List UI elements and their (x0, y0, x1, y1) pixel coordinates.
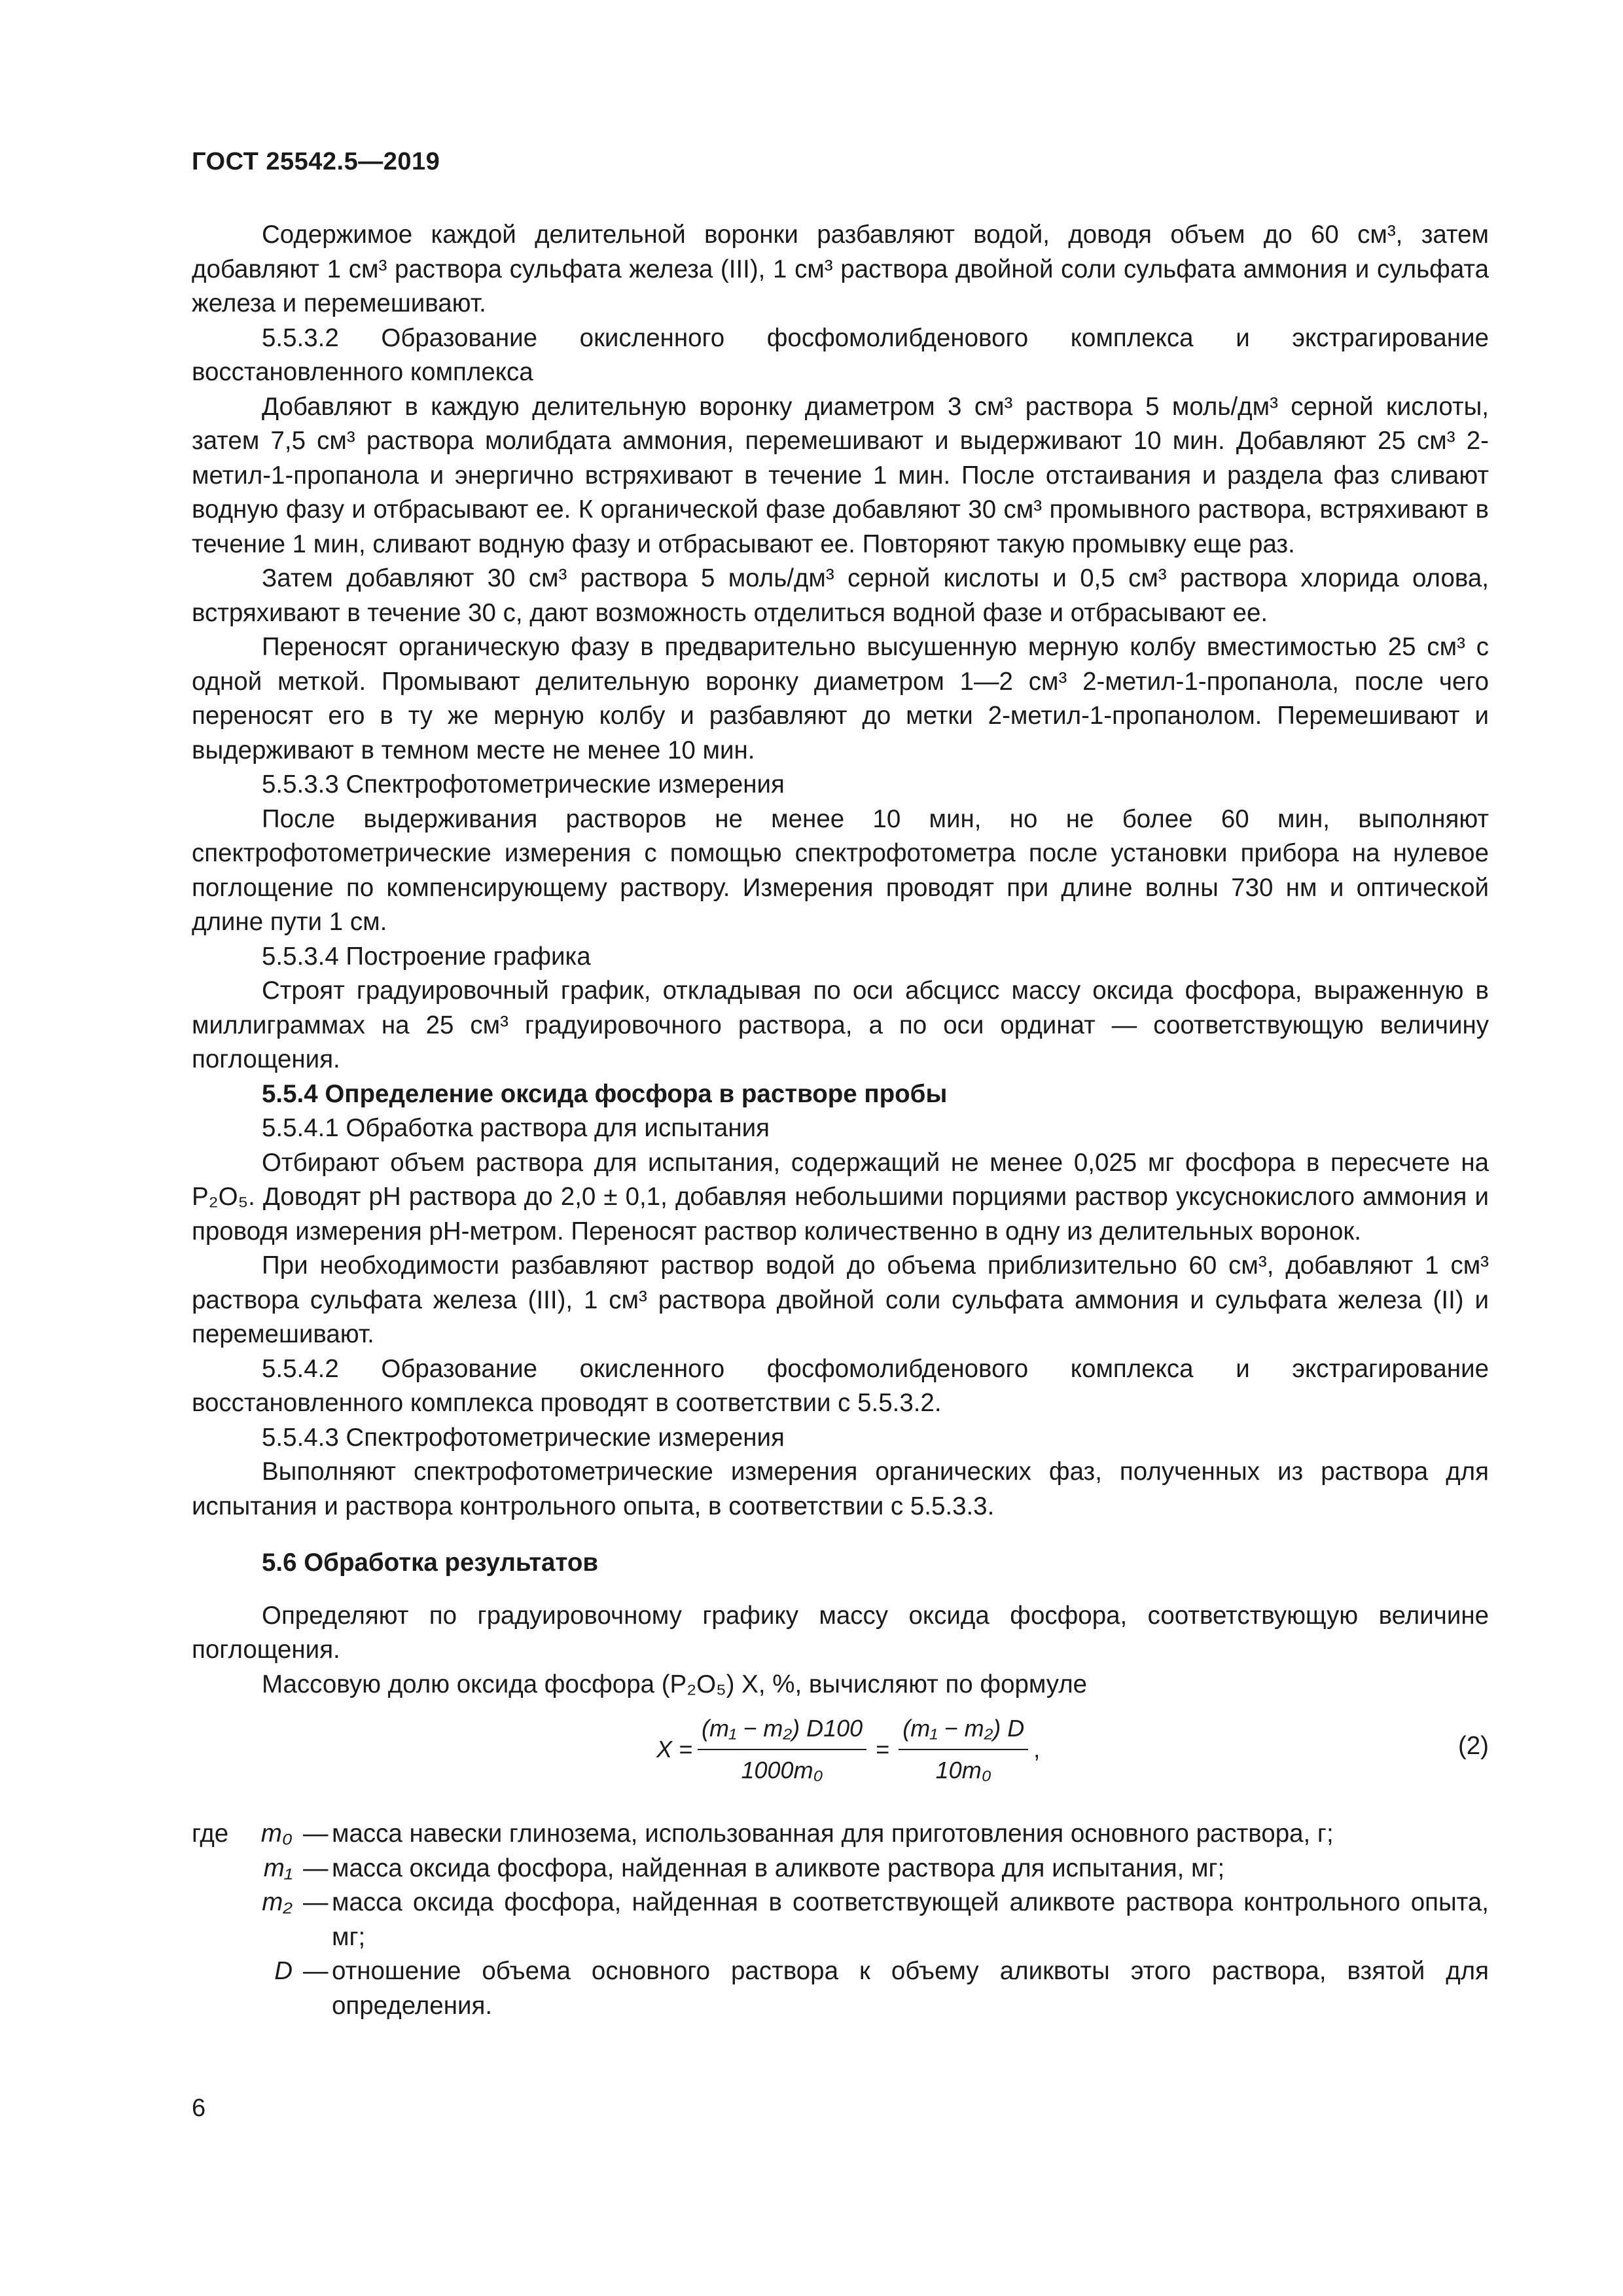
section-heading: 5.5.4 Определение оксида фосфора в растворе пробы (262, 1079, 948, 1108)
definition-row (192, 1852, 1489, 1886)
page-number: 6 (192, 2094, 206, 2122)
paragraph: Добавляют в каждую делительную воронку диаметром 3 см³ раствора 5 моль/дм³ серной кислоты, затем 7,5 см³ раствора молибдата аммония, перемешивают и выдерживают 10 мин. Добавляют 25 см³ 2-метил-1-пропанола и энергично встряхивают в течение 1 мин. После отстаивания и раздела фаз сливают водную фазу и отбрасывают ее. К органической фазе добавляют 30 см³ промывного раствора, встряхивают в течение 1 мин, сливают водную фазу и отбрасывают ее. Повторяют такую промывку еще раз. (192, 392, 1489, 558)
formula-comma: , (1033, 1735, 1041, 1763)
definition-text: отношение объема основного раствора к объему аликвоты этого раствора, взятой для определения. (332, 1957, 1489, 2020)
definition-text: масса оксида фосфора, найденная в соответствующей аликвоте раствора контрольного опыта, мг; (332, 1888, 1489, 1951)
paragraph: Массовую долю оксида фосфора (P₂O₅) X, %, вычисляют по формуле (262, 1670, 1088, 1698)
where-label: где (192, 1820, 229, 1848)
definition-text: масса оксида фосфора, найденная в аликвоте раствора для испытания, мг; (332, 1854, 1225, 1882)
paragraph: Содержимое каждой делительной воронки разбавляют водой, доводя объем до 60 см³, затем добавляют 1 см³ раствора сульфата железа (III), 1 см³ раствора двойной соли сульфата аммония и сульфата железа и перемешивают. (192, 221, 1489, 317)
paragraph: Строят градуировочный график, откладывая по оси абсцисс массу оксида фосфора, выраженную в миллиграммах на 25 см³ градуировочного раствора, а по оси ординат — соответствующую величину поглощения. (192, 977, 1489, 1073)
fraction-numerator: (m₁ − m₂) D100 (698, 1712, 866, 1751)
subsection-heading: 5.5.3.4 Построение графика (262, 942, 591, 971)
document-code-header: ГОСТ 25542.5—2019 (192, 148, 440, 175)
formula (656, 1713, 1040, 1785)
variable-definitions (192, 1817, 1489, 2023)
formula-lhs: X = (656, 1735, 693, 1763)
definition-symbol: m₀ (260, 1820, 293, 1848)
definition-symbol: m₁ (263, 1854, 293, 1882)
subsection-heading: 5.5.4.3 Спектрофотометрические измерения (262, 1423, 785, 1452)
fraction-numerator: (m₁ − m₂) D (899, 1712, 1028, 1751)
equation-number: (2) (1457, 1732, 1489, 1760)
definition-row (192, 1817, 1489, 1852)
paragraph: Затем добавляют 30 см³ раствора 5 моль/дм³ серной кислоты и 0,5 см³ раствора хлорида олова, встряхивают в течение 30 с, дают возможность отделиться водной фазе и отбрасывают ее. (192, 564, 1489, 627)
definition-symbol: m₂ (262, 1888, 293, 1916)
fraction (698, 1712, 866, 1788)
definition-row (192, 1954, 1489, 2023)
paragraph: При необходимости разбавляют раствор водой до объема приблизительно 60 см³, добавляют 1 см³ раствора сульфата железа (III), 1 см³ раствора двойной соли сульфата аммония и сульфата железа (II) и перемешивают. (192, 1251, 1489, 1348)
paragraph: 5.5.4.2 Образование окисленного фосфомолибденового комплекса и экстрагирование восстановленного комплекса проводят в соответствии с 5.5.3.2. (192, 1354, 1489, 1417)
formula-equals: = (876, 1735, 890, 1763)
paragraph: Переносят органическую фазу в предварительно высушенную мерную колбу вместимостью 25 см³ с одной меткой. Промывают делительную воронку диаметром 1—2 см³ 2-метил-1-пропанола, после чего переносят его в ту же мерную колбу и разбавляют до метки 2-метил-1-пропанолом. Перемешивают и выдерживают в темном месте не менее 10 мин. (192, 633, 1489, 764)
section-heading: 5.6 Обработка результатов (262, 1549, 598, 1577)
paragraph: Отбирают объем раствора для испытания, содержащий не менее 0,025 мг фосфора в пересчете на P₂O₅. Доводят pH раствора до 2,0 ± 0,1, добавляя небольшими порциями раствор уксуснокислого аммония и проводя измерения pH-метром. Переносят раствор количественно в одну из делительных воронок. (192, 1148, 1489, 1246)
fraction-denominator: 1000m₀ (741, 1757, 823, 1784)
definition-symbol: D (274, 1957, 293, 1985)
definition-dash: — (303, 1820, 329, 1848)
formula-block (192, 1706, 1489, 1791)
fraction-denominator: 10m₀ (935, 1757, 991, 1784)
definition-text: масса навески глинозема, использованная для приготовления основного раствора, г; (332, 1820, 1334, 1848)
paragraph: Выполняют спектрофотометрические измерения органических фаз, полученных из раствора для испытания и раствора контрольного опыта, в соответствии с 5.5.3.3. (192, 1458, 1489, 1520)
subsection-heading: 5.5.4.1 Обработка раствора для испытания (262, 1114, 770, 1142)
paragraph: Определяют по градуировочному графику массу оксида фосфора, соответствующую величине поглощения. (192, 1601, 1489, 1664)
paragraph: После выдерживания растворов не менее 10 мин, но не более 60 мин, выполняют спектрофотометрические измерения с помощью спектрофотометра после установки прибора на нулевое поглощение по компенсирующему раствору. Измерения проводят при длине волны 730 нм и оптической длине пути 1 см. (192, 804, 1489, 936)
definition-dash: — (303, 1957, 329, 1985)
document-body (192, 218, 1489, 2023)
definition-row (192, 1886, 1489, 1954)
subsection-heading: 5.5.3.2 Образование окисленного фосфомолибденового комплекса и экстрагирование восстановленного комплекса (192, 323, 1489, 386)
definition-dash: — (303, 1888, 329, 1916)
definition-dash: — (303, 1854, 329, 1882)
fraction (899, 1712, 1028, 1788)
subsection-heading: 5.5.3.3 Спектрофотометрические измерения (262, 770, 785, 798)
